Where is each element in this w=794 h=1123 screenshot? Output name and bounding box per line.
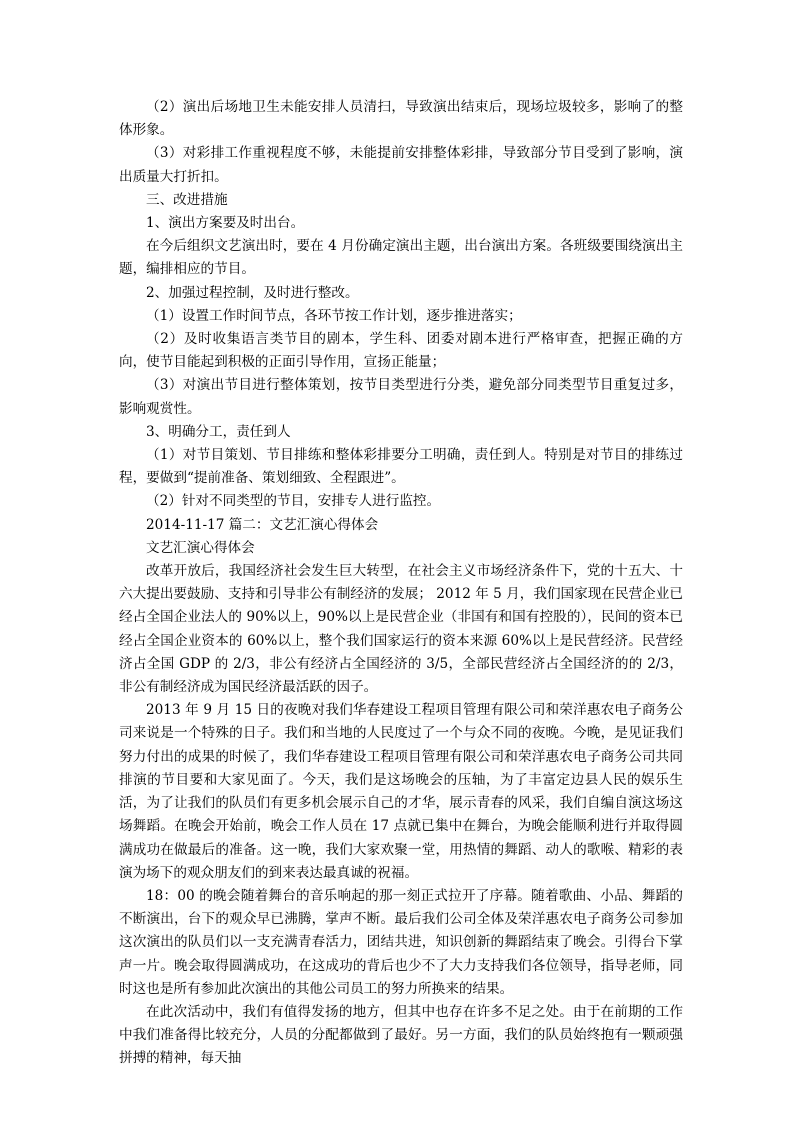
- document-body: [119, 96, 683, 1071]
- paragraph-measure-3-item-1: （1）对节目策划、节目排练和整体彩排要分工明确，责任到人。特别是对节目的排练过程，要做到“提前准备、策划细致、全程跟进”。: [119, 447, 683, 487]
- paragraph-date-part-two: 2014-11-17 篇二：文艺汇演心得体会: [146, 516, 379, 533]
- paragraph-measure-2-item-2: （2）及时收集语言类节目的剧本，学生科、团委对剧本进行严格审查，把握正确的方向，使节目能起到积极的正面引导作用，宣扬正能量；: [119, 331, 683, 371]
- paragraph-problem-2: （2）演出后场地卫生未能安排人员清扫，导致演出结束后，现场垃圾较多，影响了的整体形象。: [119, 99, 683, 139]
- paragraph-part-two-title: 文艺汇演心得体会: [146, 539, 255, 556]
- paragraph-measure-1-body: 在今后组织文艺演出时，要在 4 月份确定演出主题，出台演出方案。各班级要围绕演出主题，编排相应的节目。: [119, 238, 683, 278]
- paragraph-measure-2-item-3: （3）对演出节目进行整体策划，按节目类型进行分类，避免部分同类型节目重复过多，影响观赏性。: [119, 377, 683, 417]
- paragraph-measure-3-heading: 3、明确分工，责任到人: [146, 423, 291, 440]
- paragraph-measure-2-item-1: （1）设置工作时间节点，各环节按工作计划，逐步推进落实；: [146, 307, 522, 324]
- paragraph-event-start: 18：00 的晚会随着舞台的音乐响起的那一刻正式拉开了序幕。随着歌曲、小品、舞蹈的不断演出，台下的观众早已沸腾，掌声不断。最后我们公司全体及荣洋惠农电子商务公司参加这次演出的队员们以一支充满青春活力，团结共进，知识创新的舞蹈结束了晚会。引得台下掌声一片。晚会取得圆满成功，在这成功的背后也少不了大力支持我们各位领导，指导老师，同时这也是所有参加此次演出的其他公司员工的努力所换来的结果。: [119, 887, 683, 997]
- paragraph-economy-background: 改革开放后，我国经济社会发生巨大转型，在社会主义市场经济条件下，党的十五大、十六大提出要鼓励、支持和引导非公有制经济的发展； 2012 年 5 月，我们国家现在民营企业已经占全国企业法人的 90%以上，90%以上是民营企业（非国有和国有控股的），民间的资本已经占全国企业资本的 60%以上，整个我们国家运行的资本来源 60%以上是民营经济。民营经济占全国 GDP 的 2/3，非公有经济占全国经济的 3/5，全部民营经济占全国经济的的 2/3，非公有制经济成为国民经济最活跃的因子。: [119, 563, 683, 696]
- paragraph-measure-1-heading: 1、演出方案要及时出台。: [146, 215, 305, 232]
- paragraph-event-night: 2013 年 9 月 15 日的夜晚对我们华春建设工程项目管理有限公司和荣洋惠农电子商务公司来说是一个特殊的日子。我们和当地的人民度过了一个与众不同的夜晚。今晚，是见证我们努力付出的成果的时候了，我们华春建设工程项目管理有限公司和荣洋惠农电子商务公司共同排演的节目要和大家见面了。今天，我们是这场晚会的压轴，为了丰富定边县人民的娱乐生活，为了让我们的队员们有更多机会展示自己的才华，展示青春的风采，我们自编自演这场这场舞蹈。在晚会开始前，晚会工作人员在 17 点就已集中在舞台，为晚会能顺利进行并取得圆满成功在做最后的准备。这一晚，我们大家欢聚一堂，用热情的舞蹈、动人的歌喉、精彩的表演为场下的观众朋友们的到来表达最真诚的祝福。: [119, 702, 683, 881]
- paragraph-reflection: 在此次活动中，我们有值得发扬的地方，但其中也存在许多不足之处。由于在前期的工作中我们准备得比较充分，人员的分配都做到了最好。另一方面，我们的队员始终抱有一颗顽强拼搏的精神，每天抽: [119, 1003, 683, 1067]
- paragraph-measure-3-item-2: （2）针对不同类型的节目，安排专人进行监控。: [146, 493, 441, 510]
- paragraph-measure-2-heading: 2、加强过程控制，及时进行整改。: [146, 284, 359, 301]
- paragraph-problem-3: （3）对彩排工作重视程度不够，未能提前安排整体彩排，导致部分节目受到了影响，演出质量大打折扣。: [119, 145, 683, 185]
- section-heading-improvements: 三、改进措施: [146, 191, 228, 208]
